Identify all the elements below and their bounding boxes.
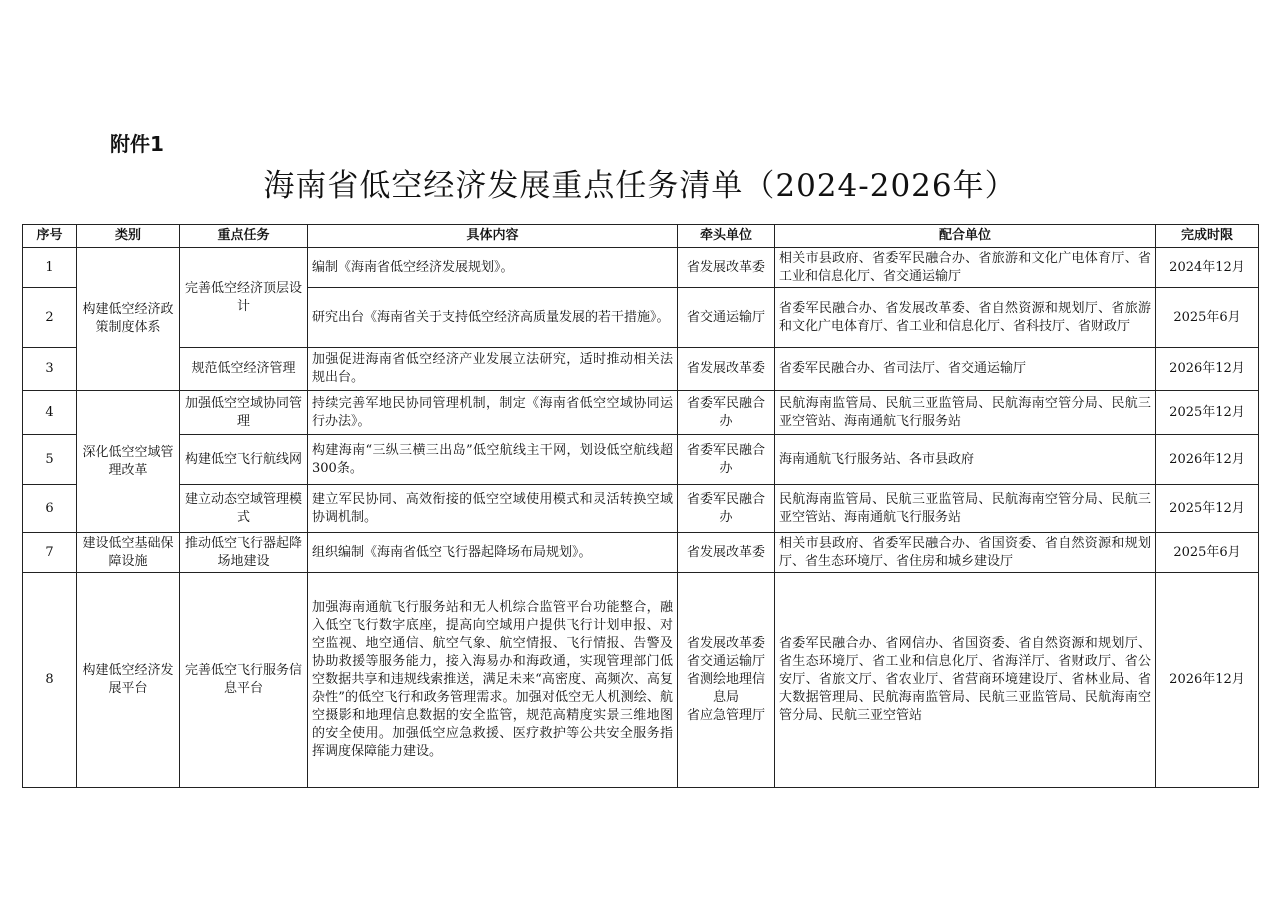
row-support: 省委军民融合办、省网信办、省国资委、省自然资源和规划厅、省生态环境厅、省工业和信息化厅、省海洋厅、省财政厅、省公安厅、省旅文厅、省农业厅、省营商环境建设厅、省林业局、省大数据管理局、民航海南监管局、民航三亚监管局、民航海南空管分局、民航三亚空管站	[775, 573, 1156, 788]
row-no: 7	[23, 533, 77, 573]
row-task: 构建低空飞行航线网	[180, 435, 308, 485]
row-content: 构建海南“三纵三横三出岛”低空航线主干网，划设低空航线超300条。	[308, 435, 678, 485]
row-content: 编制《海南省低空经济发展规划》。	[308, 248, 678, 288]
header-category: 类别	[77, 225, 180, 248]
header-content: 具体内容	[308, 225, 678, 248]
row-task: 完善低空经济顶层设计	[180, 248, 308, 348]
table-header-row	[23, 225, 1259, 248]
table-row	[23, 248, 1259, 288]
row-support: 相关市县政府、省委军民融合办、省国资委、省自然资源和规划厅、省生态环境厅、省住房和城乡建设厅	[775, 533, 1156, 573]
task-table	[22, 224, 1259, 788]
row-support: 省委军民融合办、省发展改革委、省自然资源和规划厅、省旅游和文化广电体育厅、省工业和信息化厅、省科技厅、省财政厅	[775, 288, 1156, 348]
row-task: 完善低空飞行服务信息平台	[180, 573, 308, 788]
row-support: 民航海南监管局、民航三亚监管局、民航海南空管分局、民航三亚空管站、海南通航飞行服务站	[775, 391, 1156, 435]
row-support: 民航海南监管局、民航三亚监管局、民航海南空管分局、民航三亚空管站、海南通航飞行服务站	[775, 485, 1156, 533]
attachment-label: 附件1	[110, 132, 164, 156]
row-lead: 省委军民融合办	[678, 485, 775, 533]
row-category: 构建低空经济发展平台	[77, 573, 180, 788]
row-task: 推动低空飞行器起降场地建设	[180, 533, 308, 573]
row-task: 加强低空空域协同管理	[180, 391, 308, 435]
document-title: 海南省低空经济发展重点任务清单（2024-2026年）	[263, 168, 1017, 204]
row-no: 4	[23, 391, 77, 435]
header-deadline: 完成时限	[1156, 225, 1259, 248]
row-task: 规范低空经济管理	[180, 348, 308, 391]
row-lead: 省发展改革委	[678, 248, 775, 288]
row-support: 相关市县政府、省委军民融合办、省旅游和文化广电体育厅、省工业和信息化厅、省交通运输厅	[775, 248, 1156, 288]
table-row	[23, 348, 1259, 391]
row-deadline: 2026年12月	[1156, 348, 1259, 391]
row-content: 持续完善军地民协同管理机制，制定《海南省低空空域协同运行办法》。	[308, 391, 678, 435]
table-row	[23, 533, 1259, 573]
row-deadline: 2024年12月	[1156, 248, 1259, 288]
table-row	[23, 573, 1259, 788]
row-lead: 省委军民融合办	[678, 435, 775, 485]
row-deadline: 2026年12月	[1156, 435, 1259, 485]
table-row	[23, 391, 1259, 435]
row-lead: 省发展改革委	[678, 348, 775, 391]
row-lead: 省发展改革委	[678, 533, 775, 573]
row-deadline: 2025年6月	[1156, 533, 1259, 573]
row-no: 3	[23, 348, 77, 391]
table-row	[23, 485, 1259, 533]
row-lead: 省交通运输厅	[678, 288, 775, 348]
row-content: 组织编制《海南省低空飞行器起降场布局规划》。	[308, 533, 678, 573]
row-category: 深化低空空域管理改革	[77, 391, 180, 533]
row-content: 研究出台《海南省关于支持低空经济高质量发展的若干措施》。	[308, 288, 678, 348]
row-deadline: 2025年12月	[1156, 391, 1259, 435]
header-task: 重点任务	[180, 225, 308, 248]
row-lead: 省委军民融合办	[678, 391, 775, 435]
row-content: 加强促进海南省低空经济产业发展立法研究，适时推动相关法规出台。	[308, 348, 678, 391]
row-no: 1	[23, 248, 77, 288]
row-support: 海南通航飞行服务站、各市县政府	[775, 435, 1156, 485]
row-no: 5	[23, 435, 77, 485]
row-no: 6	[23, 485, 77, 533]
table-row	[23, 435, 1259, 485]
row-task: 建立动态空域管理模式	[180, 485, 308, 533]
row-category: 建设低空基础保障设施	[77, 533, 180, 573]
row-content: 建立军民协同、高效衔接的低空空域使用模式和灵活转换空域协调机制。	[308, 485, 678, 533]
row-deadline: 2025年12月	[1156, 485, 1259, 533]
row-no: 8	[23, 573, 77, 788]
header-lead: 牵头单位	[678, 225, 775, 248]
row-support: 省委军民融合办、省司法厅、省交通运输厅	[775, 348, 1156, 391]
row-deadline: 2025年6月	[1156, 288, 1259, 348]
row-content: 加强海南通航飞行服务站和无人机综合监管平台功能整合，融入低空飞行数字底座，提高向空域用户提供飞行计划申报、对空监视、地空通信、航空气象、航空情报、飞行情报、告警及协助救援等服务能力，接入海易办和海政通，实现管理部门低空数据共享和违规线索推送，满足未来“高密度、高频次、高复杂性”的低空飞行和政务管理需求。加强对低空无人机测绘、航空摄影和地理信息数据的安全监管，规范高精度实景三维地图的安全使用。加强低空应急救援、医疗救护等公共安全服务指挥调度保障能力建设。	[308, 573, 678, 788]
row-lead: 省发展改革委 省交通运输厅 省测绘地理信息局 省应急管理厅	[678, 573, 775, 788]
header-support: 配合单位	[775, 225, 1156, 248]
row-deadline: 2026年12月	[1156, 573, 1259, 788]
row-category: 构建低空经济政策制度体系	[77, 248, 180, 391]
row-no: 2	[23, 288, 77, 348]
header-no: 序号	[23, 225, 77, 248]
